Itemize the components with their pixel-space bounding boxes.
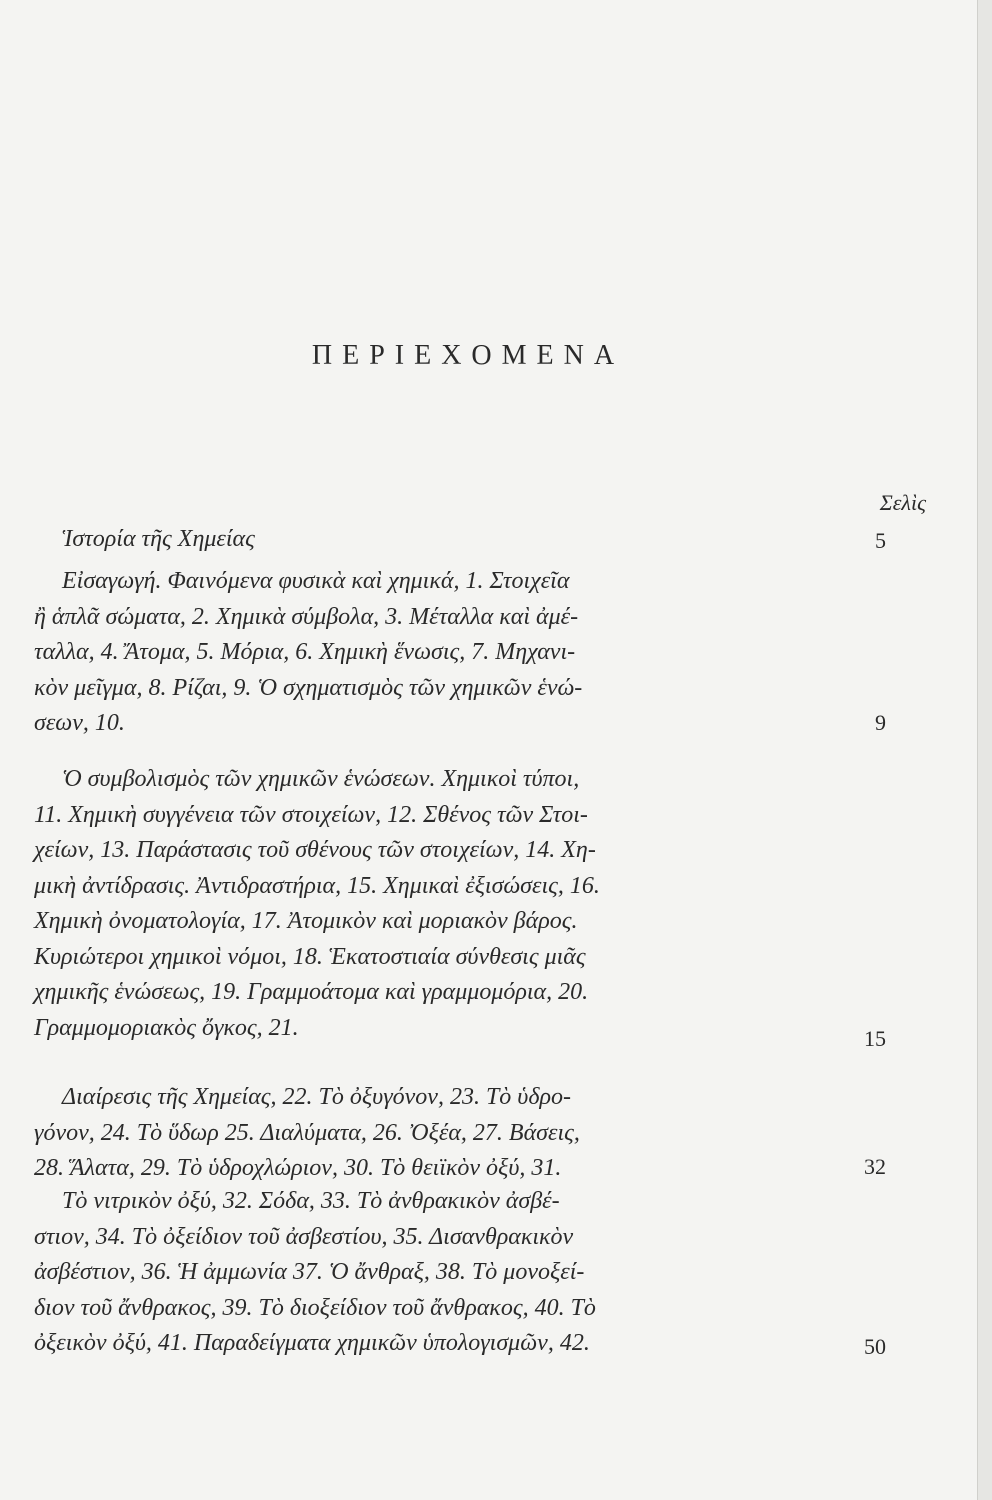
toc-line: χημικῆς ἑνώσεως, 19. Γραμμοάτομα καὶ γραμμομόρια, 20. — [34, 979, 589, 1005]
toc-entry — [34, 762, 784, 1046]
toc-line: μικὴ ἀντίδρασις. Ἀντιδραστήρια, 15. Χημικαὶ ἐξισώσεις, 16. — [34, 872, 600, 899]
toc-line: 11. Χημικὴ συγγένεια τῶν στοιχείων, 12. Σθένος τῶν Στοι- — [34, 801, 588, 828]
toc-line: χείων, 13. Παράστασις τοῦ σθένους τῶν στοιχείων, 14. Χη- — [34, 837, 596, 863]
page-column-label: Σελὶς — [879, 490, 926, 515]
toc-page-number: 9 — [875, 710, 886, 735]
toc-line: Διαίρεσις τῆς Χημείας, 22. Τὸ ὀξυγόνον, 23. Τὸ ὑδρο- — [62, 1084, 571, 1110]
toc-line: στιον, 34. Τὸ ὀξείδιον τοῦ ἀσβεστίου, 35. Δισανθρακικὸν — [34, 1223, 574, 1250]
toc-line: Γραμμομοριακὸς ὄγκος, 21. — [34, 1014, 299, 1041]
toc-line: Τὸ νιτρικὸν ὀξύ, 32. Σόδα, 33. Τὸ ἀνθρακικὸν ἀσβέ- — [62, 1188, 560, 1214]
toc-line: γόνον, 24. Τὸ ὕδωρ 25. Διαλύματα, 26. Ὀξέα, 27. Βάσεις, — [34, 1119, 580, 1146]
toc-line: ἢ ἁπλᾶ σώματα, 2. Χημικὰ σύμβολα, 3. Μέταλλα καὶ ἀμέ- — [34, 603, 579, 630]
page-edge — [977, 0, 992, 1500]
toc-line: Εἰσαγωγή. Φαινόμενα φυσικὰ καὶ χημικά, 1. Στοιχεῖα — [62, 568, 570, 594]
toc-line: σεων, 10. — [34, 710, 125, 736]
toc-page-number: 50 — [864, 1334, 886, 1359]
toc-line: Χημικὴ ὀνοματολογία, 17. Ἀτομικὸν καὶ μοριακὸν βάρος. — [34, 908, 578, 934]
toc-line: Ὁ συμβολισμὸς τῶν χημικῶν ἑνώσεων. Χημικοὶ τύποι, — [62, 766, 580, 792]
page-title: ΠΕΡΙΕΧΟΜΕΝΑ — [311, 340, 625, 371]
toc-line: ταλλα, 4. Ἄτομα, 5. Μόρια, 6. Χημικὴ ἕνωσις, 7. Μηχανι- — [34, 639, 576, 665]
toc-line: ὀξεικὸν ὀξύ, 41. Παραδείγματα χημικῶν ὑπολογισμῶν, 42. — [34, 1330, 590, 1356]
toc-line: Κυριώτεροι χημικοὶ νόμοι, 18. Ἑκατοστιαία σύνθεσις μιᾶς — [34, 943, 586, 970]
toc-line: Ἱστορία τῆς Χημείας — [62, 526, 255, 552]
toc-entry — [34, 522, 784, 558]
toc-line: ἀσβέστιον, 36. Ἡ ἀμμωνία 37. Ὁ ἄνθραξ, 38. Τὸ μονοξεί- — [34, 1259, 585, 1285]
toc-line: διον τοῦ ἄνθρακος, 39. Τὸ διοξείδιον τοῦ ἄνθρακος, 40. Τὸ — [34, 1294, 596, 1321]
toc-page-number: 32 — [864, 1154, 886, 1179]
toc-line: κὸν μεῖγμα, 8. Ρίζαι, 9. Ὁ σχηματισμὸς τῶν χημικῶν ἑνώ- — [34, 674, 583, 701]
toc-entry — [34, 1080, 784, 1187]
toc-entry — [34, 1184, 784, 1362]
toc-line: 28. Ἅλατα, 29. Τὸ ὑδροχλώριον, 30. Τὸ θειϊκὸν ὀξύ, 31. — [34, 1155, 562, 1181]
toc-page-number: 5 — [875, 528, 886, 553]
toc-entry — [34, 564, 784, 742]
toc-page-number: 15 — [864, 1026, 886, 1051]
